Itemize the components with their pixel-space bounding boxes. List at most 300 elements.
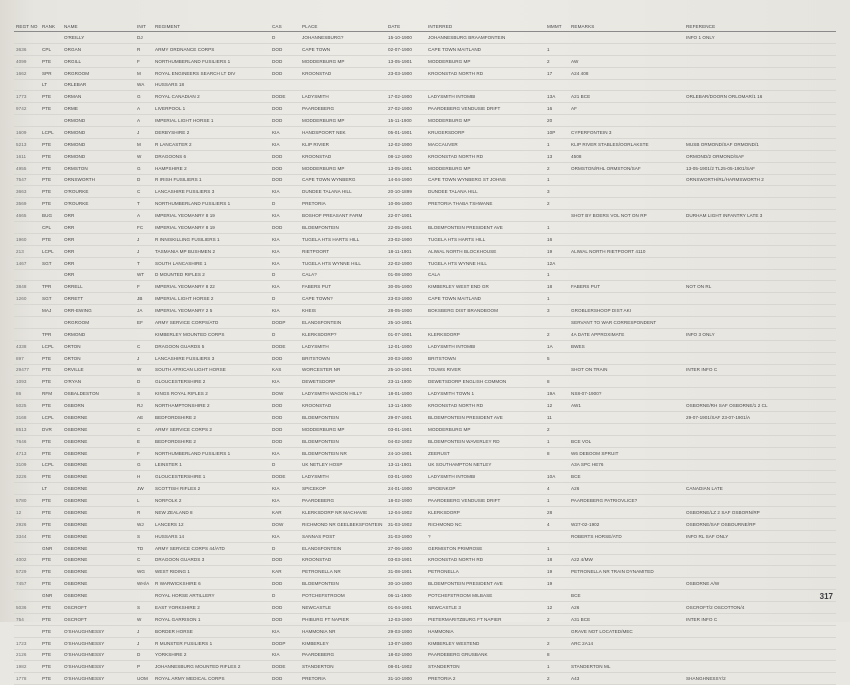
table-cell: LANCASHIRE FUSILIERS 3 xyxy=(153,352,270,364)
table-cell xyxy=(684,257,836,269)
table-cell: DODP xyxy=(270,317,300,329)
table-cell: LADYSMITH xyxy=(300,91,386,103)
table-cell: ORR-EWING xyxy=(62,305,135,317)
table-cell: BOSHOF PREASANT FARM xyxy=(300,210,386,222)
table-cell: TASMANIA MP BUSHMEN 2 xyxy=(153,245,270,257)
table-cell xyxy=(545,210,569,222)
table-cell: KROONSTAD NORTH RD xyxy=(426,67,545,79)
table-cell: DOD xyxy=(270,115,300,127)
table-cell: KIA xyxy=(270,127,300,139)
col-header: REGIMENT xyxy=(153,21,270,32)
table-cell: 7646 xyxy=(14,435,40,447)
table-cell: PETRONELLA NR xyxy=(300,566,386,578)
table-cell: LT xyxy=(40,483,62,495)
table-cell: MUSB ORMOND/SAF ORMOND/1 xyxy=(684,138,836,150)
table-cell: MODDERBURG MP xyxy=(300,115,386,127)
table-cell xyxy=(569,412,684,424)
table-cell: C xyxy=(135,423,153,435)
table-cell: R MUNSTER FUSILIERS 1 xyxy=(153,637,270,649)
table-row xyxy=(14,91,836,103)
table-cell: W xyxy=(135,150,153,162)
table-cell: ORRETT xyxy=(62,293,135,305)
table-cell: PAARDEBERG xyxy=(300,649,386,661)
table-cell: 1093 xyxy=(14,376,40,388)
table-cell: UK NETLEY HOSP xyxy=(300,459,386,471)
table-cell: 13 xyxy=(545,150,569,162)
table-cell: 5729 xyxy=(14,566,40,578)
table-cell: LEINSTER 1 xyxy=(153,459,270,471)
table-cell: ORGAN xyxy=(62,43,135,55)
table-cell: KIA xyxy=(270,447,300,459)
table-cell: DUNDEE TALANA HILL xyxy=(426,186,545,198)
table-cell: 1662 xyxy=(14,67,40,79)
table-cell: NORTHAMPTONSHIRE 2 xyxy=(153,400,270,412)
table-cell: MAJ xyxy=(40,305,62,317)
table-row xyxy=(14,637,836,649)
table-cell: 1723 xyxy=(14,637,40,649)
table-cell: KIA xyxy=(270,376,300,388)
table-cell: ORTON xyxy=(62,352,135,364)
table-cell: AE xyxy=(135,412,153,424)
table-cell: DOD xyxy=(270,222,300,234)
table-cell xyxy=(684,222,836,234)
table-cell: INTER INFO C xyxy=(684,613,836,625)
table-cell: DODE xyxy=(270,661,300,673)
table-cell: 13-05-1901/2 TL25-05-1901/SAF xyxy=(684,162,836,174)
table-cell: ARC 2A14 xyxy=(569,637,684,649)
table-cell: 22-05-1901 xyxy=(386,222,426,234)
table-cell: R INNISKILLING FUSILIERS 1 xyxy=(153,233,270,245)
table-cell: 1 xyxy=(545,542,569,554)
table-cell: KIA xyxy=(270,210,300,222)
table-cell: MODDERBURG MP xyxy=(300,423,386,435)
table-row xyxy=(14,293,836,305)
table-cell: CYPERFONTEIN 3 xyxy=(569,127,684,139)
table-cell: ORTON xyxy=(62,340,135,352)
table-cell: 10-06-1900 xyxy=(386,198,426,210)
table-cell: DRAGOON GUARDS 5 xyxy=(153,340,270,352)
table-cell: 3636 xyxy=(14,43,40,55)
table-cell: FABERS PUT xyxy=(300,281,386,293)
table-cell: 24-10-1901 xyxy=(386,447,426,459)
table-cell: PRETORIA xyxy=(300,198,386,210)
table-cell: PTE xyxy=(40,233,62,245)
table-cell: 02-07-1900 xyxy=(386,43,426,55)
table-row xyxy=(14,613,836,625)
table-cell: KRUGERSDORP xyxy=(426,127,545,139)
table-cell: 08-12-1900 xyxy=(386,150,426,162)
table-cell: HUSSARS 14 xyxy=(153,530,270,542)
table-cell xyxy=(569,542,684,554)
table-cell: WJ xyxy=(135,518,153,530)
table-row xyxy=(14,673,836,685)
table-cell: D xyxy=(270,293,300,305)
table-cell: ARMY SERVICE CORPS 2 xyxy=(153,423,270,435)
table-cell: 3848 xyxy=(14,281,40,293)
table-cell: LADYSMITH TOWN 1 xyxy=(426,388,545,400)
table-cell: GLOUCESTERSHIRE 2 xyxy=(153,376,270,388)
table-cell: W6 DEBOOM SPRUIT xyxy=(569,447,684,459)
table-cell: 1773 xyxy=(14,91,40,103)
table-cell: PTE xyxy=(40,613,62,625)
table-cell: PTE xyxy=(40,138,62,150)
table-row xyxy=(14,245,836,257)
table-cell: 19 xyxy=(545,566,569,578)
table-cell: BLOEMFONTEIN PRESIDENT AVE xyxy=(426,222,545,234)
table-row xyxy=(14,507,836,519)
table-cell: KIA xyxy=(270,257,300,269)
table-cell: PTE xyxy=(40,566,62,578)
table-row xyxy=(14,32,836,44)
table-cell: BORDER HORSE xyxy=(153,625,270,637)
header-row xyxy=(14,21,836,32)
table-cell xyxy=(684,293,836,305)
table-cell: NEWCASTLE 3 xyxy=(426,602,545,614)
table-cell: CANADIAN LATE xyxy=(684,483,836,495)
table-cell: 1 xyxy=(545,661,569,673)
table-cell: 05-01-1901 xyxy=(386,127,426,139)
table-cell: A26 xyxy=(569,483,684,495)
table-cell: KIA xyxy=(270,530,300,542)
table-cell: 2926 xyxy=(14,518,40,530)
table-cell: DOW xyxy=(270,388,300,400)
table-cell: BLOEMFONTEIN xyxy=(300,578,386,590)
table-cell: R xyxy=(135,507,153,519)
table-cell: LADYSMITH INTOMBI xyxy=(426,471,545,483)
table-cell: CAPE TOWN MAITLAND xyxy=(426,43,545,55)
col-header: REGT NO xyxy=(14,21,40,32)
table-cell: PETRONELLA xyxy=(426,566,545,578)
table-cell: 1 xyxy=(545,43,569,55)
table-cell: 03-01-1901 xyxy=(386,423,426,435)
table-cell: A3A SPC HE76 xyxy=(569,459,684,471)
table-cell: UOM xyxy=(135,673,153,685)
table-row xyxy=(14,364,836,376)
table-cell: RIETPOORT xyxy=(300,245,386,257)
table-row xyxy=(14,590,836,602)
table-cell: LCPL xyxy=(40,245,62,257)
table-cell xyxy=(684,43,836,55)
table-cell: H xyxy=(135,471,153,483)
table-cell: PAARDEBERG PATRIOVLICE? xyxy=(569,495,684,507)
table-cell: CAPE TOWN WYNBERG xyxy=(300,174,386,186)
table-cell: 29477 xyxy=(14,364,40,376)
table-row xyxy=(14,103,836,115)
table-cell: OSBORNE A/W xyxy=(684,578,836,590)
table-cell: ORGROOM xyxy=(62,317,135,329)
table-cell: 8 xyxy=(545,649,569,661)
table-cell: O'RYAN xyxy=(62,376,135,388)
table-cell: CALA? xyxy=(300,269,386,281)
table-row xyxy=(14,578,836,590)
table-cell: BOKSBERG DIST BRANDBOOM xyxy=(426,305,545,317)
table-cell: BCE xyxy=(569,471,684,483)
table-cell: 18-02-1900 xyxy=(386,495,426,507)
table-cell: BLOEMFONTEIN PRESIDENT AVE xyxy=(426,412,545,424)
table-row xyxy=(14,400,836,412)
table-cell: 06-11-1900 xyxy=(386,590,426,602)
table-row xyxy=(14,388,836,400)
table-cell: DOD xyxy=(270,43,300,55)
col-header: RANK xyxy=(40,21,62,32)
table-cell: BLOEMFONTEIN PRESIDENT AVE xyxy=(426,578,545,590)
table-cell: 29-03-1900 xyxy=(386,625,426,637)
table-cell: DOD xyxy=(270,150,300,162)
table-cell: POTCHEFSTROOM xyxy=(300,590,386,602)
table-cell: ROBERTS HORSE/ATD xyxy=(569,530,684,542)
table-cell: IMPERIAL LIGHT HORSE 2 xyxy=(153,293,270,305)
table-cell: 19 xyxy=(545,245,569,257)
table-cell: PTE xyxy=(40,198,62,210)
table-row xyxy=(14,649,836,661)
table-cell: ORNSWORTH/RL/HARMSWORTH 2 xyxy=(684,174,836,186)
table-cell: PTE xyxy=(40,602,62,614)
table-cell: SHOT ON TRAIN xyxy=(569,364,684,376)
table-row xyxy=(14,79,836,91)
table-cell: 13-05-1901 xyxy=(386,162,426,174)
table-cell: 1A xyxy=(545,340,569,352)
table-cell: UK SOUTHAMPTON NETLEY xyxy=(426,459,545,471)
table-cell: KIA xyxy=(270,625,300,637)
table-cell: D xyxy=(135,174,153,186)
table-cell: KIA xyxy=(270,495,300,507)
table-cell: A43 xyxy=(569,673,684,685)
table-cell xyxy=(545,459,569,471)
table-cell: WH/A xyxy=(135,578,153,590)
table-cell: SHOT BY BOERS VOL NOT ON RP xyxy=(569,210,684,222)
table-cell: KROONSTAD xyxy=(300,67,386,79)
table-cell: BCE xyxy=(569,590,684,602)
table-cell: KIMBERLEY WESTEND xyxy=(426,637,545,649)
table-cell: 8513 xyxy=(14,423,40,435)
table-cell: CALA xyxy=(426,269,545,281)
table-cell: 31-10-1900 xyxy=(386,673,426,685)
table-cell xyxy=(684,495,836,507)
table-cell: NEWCASTLE xyxy=(300,602,386,614)
table-cell: PTE xyxy=(40,150,62,162)
table-cell: PTE xyxy=(40,400,62,412)
table-cell: DOD xyxy=(270,435,300,447)
table-cell: 897 xyxy=(14,352,40,364)
table-cell: PTE xyxy=(40,578,62,590)
table-cell: RICHMOND NR GEELBEKSFONTEIN xyxy=(300,518,386,530)
table-cell: CAPE TOWN MAITLAND xyxy=(426,293,545,305)
table-cell: ORGROOM xyxy=(62,67,135,79)
table-cell xyxy=(14,269,40,281)
table-cell: PTE xyxy=(40,530,62,542)
table-cell: ORMOND xyxy=(62,150,135,162)
table-cell xyxy=(684,103,836,115)
table-cell xyxy=(684,233,836,245)
table-cell: INFO 1 ONLY xyxy=(684,32,836,44)
table-cell: BLOEMFONTEIN xyxy=(300,412,386,424)
table-cell: GRAVE NOT LOCATED/MEC xyxy=(569,625,684,637)
table-cell: D xyxy=(270,269,300,281)
table-cell: OSCROFT xyxy=(62,613,135,625)
table-cell: KAR xyxy=(270,566,300,578)
table-cell: G xyxy=(135,459,153,471)
table-cell: ORMOND/2 ORMOND/SAF xyxy=(684,150,836,162)
table-cell: 3663 xyxy=(14,186,40,198)
table-cell: MODDERBURG MP xyxy=(426,423,545,435)
table-row xyxy=(14,43,836,55)
table-cell: DURHAM LIGHT INFANTRY LATE 3 xyxy=(684,210,836,222)
table-row xyxy=(14,55,836,67)
table-cell xyxy=(684,435,836,447)
col-header: INTERRED xyxy=(426,21,545,32)
table-cell: S xyxy=(135,602,153,614)
table-cell: INTER INFO C xyxy=(684,364,836,376)
table-cell: OSBORNE/SAF OSBOURNE/RP xyxy=(684,518,836,530)
table-cell: KROONSTAD NORTH RD xyxy=(426,150,545,162)
table-cell: FC xyxy=(135,222,153,234)
table-row xyxy=(14,150,836,162)
table-cell: 2 xyxy=(545,613,569,625)
table-row xyxy=(14,257,836,269)
table-cell: 7457 xyxy=(14,578,40,590)
table-cell: WORCESTER NR xyxy=(300,364,386,376)
table-cell: LCPL xyxy=(40,340,62,352)
table-cell: F xyxy=(135,281,153,293)
table-cell: GLOUCESTERSHIRE 1 xyxy=(153,471,270,483)
table-cell: 03-01-1900 xyxy=(386,471,426,483)
table-cell: J xyxy=(135,245,153,257)
table-cell: C xyxy=(135,186,153,198)
table-cell xyxy=(545,317,569,329)
table-cell: WEST RIDING 1 xyxy=(153,566,270,578)
table-cell: 13-11-1901 xyxy=(386,459,426,471)
table-cell: OSBORNE xyxy=(62,495,135,507)
table-cell xyxy=(14,79,40,91)
table-cell: W xyxy=(135,364,153,376)
table-cell: PTE xyxy=(40,364,62,376)
table-cell: 12-03-1900 xyxy=(386,613,426,625)
table-cell: HAMMONIA NR xyxy=(300,625,386,637)
table-cell: 1 xyxy=(545,495,569,507)
table-cell xyxy=(14,317,40,329)
table-cell: C xyxy=(135,554,153,566)
table-cell: JOHANNESBURG? xyxy=(300,32,386,44)
table-cell xyxy=(684,554,836,566)
table-cell: G xyxy=(135,162,153,174)
table-cell: 1 xyxy=(545,269,569,281)
table-cell: CAPE TOWN? xyxy=(300,293,386,305)
table-cell: STANDERTON ML xyxy=(569,661,684,673)
table-cell: KINGS ROYAL RIFLES 2 xyxy=(153,388,270,400)
table-cell: 1260 xyxy=(14,293,40,305)
table-cell: O'SHAUGHNESSY xyxy=(62,637,135,649)
table-cell: PTE xyxy=(40,554,62,566)
table-cell: IMPERIAL YEOMANRY 2 5 xyxy=(153,305,270,317)
table-cell: 1611 xyxy=(14,150,40,162)
table-cell: ORLEBAR/DOORN ORLOMAR/1 16 xyxy=(684,91,836,103)
table-cell: DOD xyxy=(270,578,300,590)
table-cell: 5025 xyxy=(14,400,40,412)
table-cell: KIA xyxy=(270,186,300,198)
table-cell: KIA xyxy=(270,305,300,317)
table-row xyxy=(14,459,836,471)
table-cell: EF xyxy=(135,317,153,329)
table-cell: PTE xyxy=(40,55,62,67)
table-cell: ORGILL xyxy=(62,55,135,67)
table-cell: SPR xyxy=(40,67,62,79)
table-cell: J xyxy=(135,625,153,637)
table-cell: BUG xyxy=(40,210,62,222)
table-cell: LT xyxy=(40,79,62,91)
table-cell: LADYSMITH xyxy=(300,471,386,483)
table-cell: 29-07-1901/SAF 23-07-1901/A xyxy=(684,412,836,424)
table-cell: J xyxy=(135,127,153,139)
table-cell xyxy=(684,542,836,554)
table-cell: 3226 xyxy=(14,471,40,483)
table-cell: OSBORNE xyxy=(62,590,135,602)
table-cell: 4002 xyxy=(14,554,40,566)
table-cell: D xyxy=(135,649,153,661)
table-cell: DEWETSDORP ENGLISH COMMON xyxy=(426,376,545,388)
table-cell xyxy=(569,507,684,519)
table-row xyxy=(14,661,836,673)
table-cell: 8 xyxy=(545,376,569,388)
table-row xyxy=(14,222,836,234)
table-cell: 2 xyxy=(545,198,569,210)
table-cell: LIVERPOOL 1 xyxy=(153,103,270,115)
table-cell xyxy=(684,127,836,139)
table-cell: OSBORNE xyxy=(62,566,135,578)
col-header: PLACE xyxy=(300,21,386,32)
table-cell: A xyxy=(135,210,153,222)
table-cell xyxy=(684,637,836,649)
table-cell: D MOUNTED RIFLES 2 xyxy=(153,269,270,281)
table-cell: DUNDEE TALANA HILL xyxy=(300,186,386,198)
table-cell: 4 xyxy=(545,483,569,495)
table-cell: TPR xyxy=(40,281,62,293)
table-cell: EAST YORKSHIRE 2 xyxy=(153,602,270,614)
table-row xyxy=(14,115,836,127)
table-cell: PTE xyxy=(40,507,62,519)
table-cell: SCOTTISH RIFLES 2 xyxy=(153,483,270,495)
table-cell: J xyxy=(135,352,153,364)
table-cell: D xyxy=(270,542,300,554)
table-cell xyxy=(40,317,62,329)
table-cell: DOD xyxy=(270,554,300,566)
table-cell: FABERS PUT xyxy=(569,281,684,293)
table-cell: ALIWAL NORTH RIETPOORT 4110 xyxy=(569,245,684,257)
table-cell: ARMY SERVICE CORPS/ATD xyxy=(153,317,270,329)
table-row xyxy=(14,174,836,186)
table-cell: S xyxy=(135,388,153,400)
table-cell: 213 xyxy=(14,245,40,257)
table-cell: 27-06-1900 xyxy=(386,542,426,554)
table-cell xyxy=(569,376,684,388)
table-cell: SPICEKOP xyxy=(300,483,386,495)
table-cell xyxy=(545,364,569,376)
table-cell xyxy=(545,32,569,44)
table-row xyxy=(14,412,836,424)
table-cell: SGT xyxy=(40,257,62,269)
table-cell: NORTHUMBERLAND FUSILIERS 1 xyxy=(153,198,270,210)
table-cell: 2 xyxy=(545,162,569,174)
table-cell: JB xyxy=(135,293,153,305)
table-cell: TPR xyxy=(40,328,62,340)
table-row xyxy=(14,602,836,614)
table-cell: DODE xyxy=(270,91,300,103)
table-cell: PTE xyxy=(40,435,62,447)
table-cell: PTE xyxy=(40,471,62,483)
table-cell: BLOEMFONTEIN WAVERLEY RD xyxy=(426,435,545,447)
table-cell: JOHANNESBURG MOUNTED RIFLES 2 xyxy=(153,661,270,673)
table-cell: 4A DATE APPROXIMATE xyxy=(569,328,684,340)
table-cell: PTE xyxy=(40,649,62,661)
